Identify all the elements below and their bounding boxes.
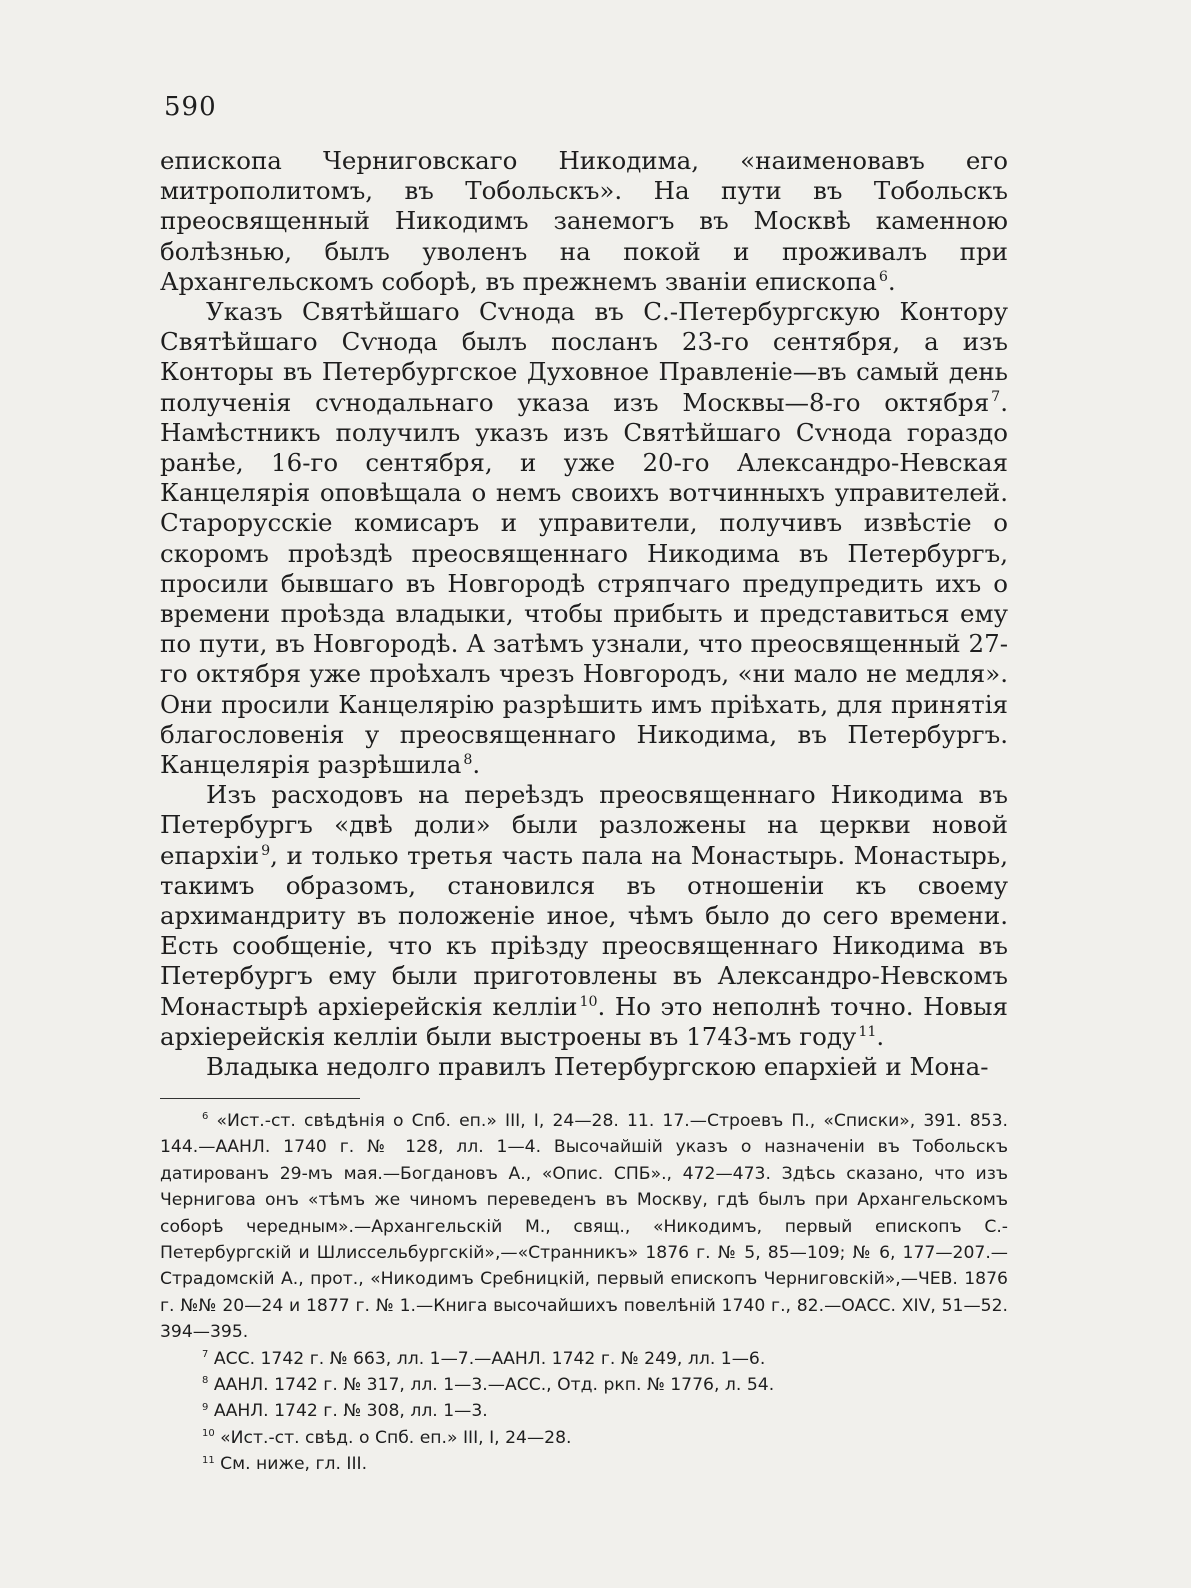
footnote-11: $^{11}$ См. ниже, гл. III. [202,1454,368,1475]
footnote-7: $^7$ АСС. 1742 г. № 663, лл. 1—7.—ААНЛ. 1742 г. № 249, лл. 1—6. [202,1348,766,1369]
footnote-divider [160,1098,360,1099]
main-text [160,146,1008,1082]
footnote-ref[interactable]: 8 [463,751,473,768]
footnote-9: $^9$ ААНЛ. 1742 г. № 308, лл. 1—3. [202,1401,488,1422]
footnote-ref[interactable]: 11 [858,1023,877,1040]
paragraph-4: Владыка недолго правилъ Петербургскою епархіей и Мона- [206,1052,989,1082]
footnote-6: $^6$ «Ист.-ст. свѣдѣнія о Спб. еп.» III, I, 24—28. 11. 17.—Строевъ П., «Списки», 391. 853. 144.—ААНЛ. 1740 г. № 128, лл. 1—4. Высочайшій указъ о назначеніи въ Тобольскъ датированъ 29-мъ мая.—Богдановъ А., «Опис. СПБ»., 472—473. Здѣсь сказано, что изъ Чернигова онъ «тѣмъ же чиномъ переведенъ въ Москву, гдѣ былъ при Архангельскомъ соборѣ чередным».—Архангельскій М., свящ., «Никодимъ, первый епископъ С.-Петербургскій и Шлиссельбургскій»,—«Странникъ» 1876 г. № 5, 85—109; № 6, 177—207.—Страдомскій А., прот., «Никодимъ Сребницкій, первый епископъ Черниговскій»,—ЧЕВ. 1876 г. №№ 20—24 и 1877 г. № 1.—Книга высочайшихъ повелѣній 1740 г., 82.—ОАСС. XIV, 51—52. 394—395. [160,1111,1008,1343]
footnote-ref[interactable]: 7 [991,389,1001,406]
paragraph-2: Указъ Святѣйшаго Сѵнода въ С.-Петербургскую Контору Святѣйшаго Сѵнода былъ посланъ 23-го сентября, а изъ Конторы въ Петербургское Духовное Правленіе—въ самый день полученія сѵнодальнаго указа изъ Москвы—8-го октября $^7$. Намѣстникъ получилъ указъ изъ Святѣйшаго Сѵнода гораздо ранѣе, 16-го сентября, и уже 20-го Александро-Невская Канцелярія оповѣщала о немъ своихъ вотчинныхъ управителей. Старорусскіе комисаръ и управители, получивъ извѣстіе о скоромъ проѣздѣ преосвященнаго Никодима въ Петербургъ, просили бывшаго въ Новгородѣ стряпчаго предупредить ихъ о времени проѣзда владыки, чтобы прибыть и представиться ему по пути, въ Новгородѣ. А затѣмъ узнали, что преосвященный 27-го октября уже проѣхалъ чрезъ Новгородъ, «ни мало не медля». Они просили Канцелярію разрѣшить имъ пріѣхать, для принятія благословенія у преосвященнаго Никодима, въ Петербургъ. Канцелярія разрѣшила $^8$. [160,297,1008,780]
footnote-8: $^8$ ААНЛ. 1742 г. № 317, лл. 1—3.—АСС., Отд. ркп. № 1776, л. 54. [202,1375,775,1396]
footnotes [160,1108,1008,1478]
paragraph-3: Изъ расходовъ на переѣздъ преосвященнаго Никодима въ Петербургъ «двѣ доли» были разложены на церкви новой епархіи $^9$, и только третья часть пала на Монастырь. Монастырь, такимъ образомъ, становился въ отношеніи къ своему архимандриту въ положеніе иное, чѣмъ было до сего времени. Есть сообщеніе, что къ пріѣзду преосвященнаго Никодима въ Петербургъ ему были приготовлены въ Александро-Невскомъ Монастырѣ архіерейскія келліи $^{10}$. Но это неполнѣ точно. Новыя архіерейскія келліи были выстроены въ 1743-мъ году $^{11}$. [160,780,1008,1051]
footnote-ref[interactable]: 10 [579,993,598,1010]
footnote-10: $^{10}$ «Ист.-ст. свѣд. о Спб. еп.» III, I, 24—28. [202,1427,572,1448]
paragraph-1: епископа Черниговскаго Никодима, «наименовавъ его митрополитомъ, въ Тобольскъ». На пути въ Тобольскъ преосвященный Никодимъ занемогъ въ Москвѣ каменною болѣзнью, былъ уволенъ на покой и проживалъ при Архангельскомъ соборѣ, въ прежнемъ званіи епископа $^6$. [160,146,1008,296]
footnote-ref[interactable]: 6 [878,268,888,285]
footnote-ref[interactable]: 9 [261,842,271,859]
page-number: 590 [164,92,217,122]
